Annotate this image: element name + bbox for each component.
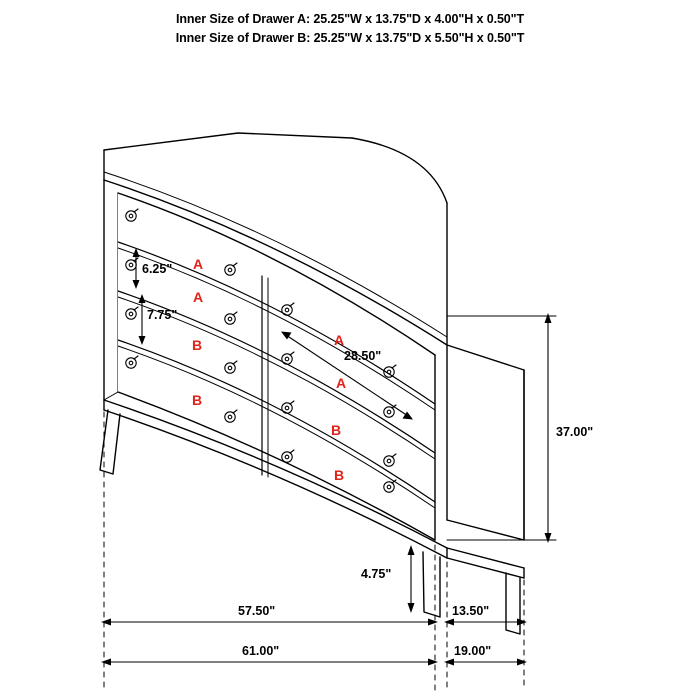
drawer-label-right-4: B [334,467,345,483]
dimension-side-depth: 13.50" [452,604,490,618]
drawer-label-right-3: B [331,422,342,438]
dimension-front-width: 57.50" [238,604,276,618]
dimension-leg-height: 4.75" [361,567,392,581]
dimension-drawer-width: 28.50" [344,349,382,363]
dimension-drawer-height-a: 6.25" [142,262,173,276]
drawer-label-left-4: B [192,392,203,408]
drawer-label-right-1: A [334,332,345,348]
drawer-label-left-1: A [193,256,204,272]
drawer-label-right-2: A [336,375,347,391]
drawer-b-spec: Inner Size of Drawer B: 25.25"W x 13.75"D x 5.50"H x 0.50"T [175,31,525,45]
dimension-total-height: 37.00" [556,425,594,439]
dimension-overall-width: 61.00" [242,644,280,658]
drawer-label-left-2: A [193,289,204,305]
drawer-a-spec: Inner Size of Drawer A: 25.25"W x 13.75"D x 4.00"H x 0.50"T [175,12,525,26]
dimension-drawer-height-b: 7.75" [147,308,178,322]
drawer-label-left-3: B [192,337,203,353]
dimension-overall-depth: 19.00" [454,644,492,658]
